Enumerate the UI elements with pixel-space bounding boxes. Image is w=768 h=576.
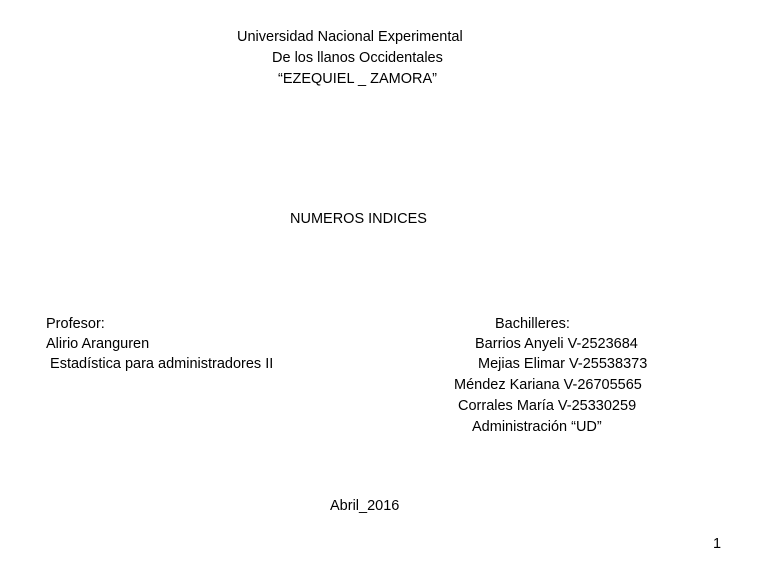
student-item: Barrios Anyeli V-2523684 [475, 336, 638, 352]
header-name: “EZEQUIEL _ ZAMORA” [278, 71, 437, 87]
professor-label: Profesor: [46, 316, 105, 332]
student-item: Méndez Kariana V-26705565 [454, 377, 642, 393]
header-region: De los llanos Occidentales [272, 50, 443, 66]
professor-name: Alirio Aranguren [46, 336, 150, 352]
student-item: Mejias Elimar V-25538373 [478, 356, 648, 372]
document-title: NUMEROS INDICES [290, 211, 427, 227]
header-university: Universidad Nacional Experimental [237, 29, 463, 45]
page-number: 1 [713, 536, 722, 552]
students-label: Bachilleres: [495, 316, 570, 332]
student-item: Corrales María V-25330259 [458, 398, 637, 414]
course-name: Estadística para administradores II [46, 356, 274, 372]
document-date: Abril_2016 [330, 498, 400, 514]
student-program: Administración “UD” [472, 419, 602, 435]
